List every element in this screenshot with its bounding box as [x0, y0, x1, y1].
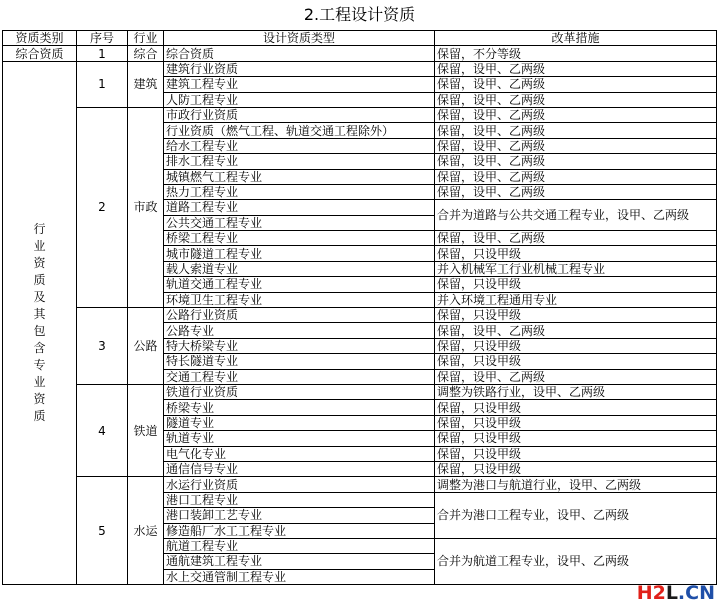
type-cell: 排水工程专业	[164, 154, 435, 169]
type-cell: 隧道专业	[164, 415, 435, 430]
type-cell: 给水工程专业	[164, 138, 435, 153]
type-cell: 电气化专业	[164, 446, 435, 461]
type-cell: 建筑行业资质	[164, 61, 435, 76]
type-cell: 铁道行业资质	[164, 384, 435, 399]
category-label: 行业资质及其包含专业资质	[33, 221, 46, 423]
seq-cell: 5	[77, 477, 128, 585]
type-cell: 通信信号专业	[164, 461, 435, 476]
type-cell: 桥梁专业	[164, 400, 435, 415]
measure-cell: 调整为铁路行业，设甲、乙两级	[435, 384, 717, 399]
measure-cell: 并入环境工程通用专业	[435, 292, 717, 307]
measure-cell: 保留，设甲、乙两级	[435, 184, 717, 199]
type-cell: 特大桥梁专业	[164, 338, 435, 353]
industry-cell: 市政	[128, 107, 164, 307]
type-cell: 热力工程专业	[164, 184, 435, 199]
type-cell: 行业资质（燃气工程、轨道交通工程除外）	[164, 123, 435, 138]
seq-cell: 2	[77, 107, 128, 307]
header-seq: 序号	[77, 31, 128, 46]
measure-cell: 并入机械军工行业机械工程专业	[435, 261, 717, 276]
document-title: 2.工程设计资质	[303, 5, 416, 24]
measure-cell: 合并为道路与公共交通工程专业，设甲、乙两级	[435, 200, 717, 231]
measure-cell: 保留，只设甲级	[435, 246, 717, 261]
type-cell: 市政行业资质	[164, 107, 435, 122]
header-measure: 改革措施	[435, 31, 717, 46]
table-row	[3, 107, 717, 122]
measure-cell: 保留，只设甲级	[435, 461, 717, 476]
measure-cell: 保留，只设甲级	[435, 308, 717, 323]
seq-cell: 4	[77, 384, 128, 476]
seq-cell: 1	[77, 46, 128, 61]
table-row	[3, 61, 717, 76]
measure-cell: 调整为港口与航道行业，设甲、乙两级	[435, 477, 717, 492]
measure-cell: 保留，设甲、乙两级	[435, 231, 717, 246]
seq-cell: 3	[77, 308, 128, 385]
type-cell: 公路专业	[164, 323, 435, 338]
industry-cell: 水运	[128, 477, 164, 585]
type-cell: 修造船厂水工工程专业	[164, 523, 435, 538]
type-cell: 公路行业资质	[164, 308, 435, 323]
measure-cell: 保留，设甲、乙两级	[435, 61, 717, 76]
measure-cell: 保留，设甲、乙两级	[435, 123, 717, 138]
table-row	[3, 308, 717, 323]
watermark-logo: H2L.CN	[636, 582, 715, 604]
seq-cell: 1	[77, 61, 128, 107]
type-cell: 道路工程专业	[164, 200, 435, 215]
table-row	[3, 384, 717, 399]
table-header-row	[3, 31, 717, 46]
type-cell: 桥梁工程专业	[164, 231, 435, 246]
measure-cell: 保留，只设甲级	[435, 277, 717, 292]
type-cell: 公共交通工程专业	[164, 215, 435, 230]
measure-cell: 保留，设甲、乙两级	[435, 138, 717, 153]
measure-cell: 保留，设甲、乙两级	[435, 154, 717, 169]
measure-cell: 合并为航道工程专业，设甲、乙两级	[435, 538, 717, 584]
table-row	[3, 46, 717, 61]
category-cell	[3, 61, 77, 584]
qualification-table	[2, 30, 717, 585]
measure-cell: 合并为港口工程专业，设甲、乙两级	[435, 492, 717, 538]
measure-cell: 保留，只设甲级	[435, 338, 717, 353]
type-cell: 载人索道专业	[164, 261, 435, 276]
type-cell: 轨道专业	[164, 431, 435, 446]
header-type: 设计资质类型	[164, 31, 435, 46]
measure-cell: 保留，设甲、乙两级	[435, 107, 717, 122]
measure-cell: 保留，设甲、乙两级	[435, 323, 717, 338]
industry-cell: 公路	[128, 308, 164, 385]
measure-cell: 保留，只设甲级	[435, 415, 717, 430]
measure-cell: 保留，设甲、乙两级	[435, 169, 717, 184]
measure-cell: 保留，设甲、乙两级	[435, 92, 717, 107]
header-industry: 行业	[128, 31, 164, 46]
measure-cell: 保留，只设甲级	[435, 446, 717, 461]
industry-cell: 综合	[128, 46, 164, 61]
type-cell: 综合资质	[164, 46, 435, 61]
type-cell: 特长隧道专业	[164, 354, 435, 369]
type-cell: 水运行业资质	[164, 477, 435, 492]
measure-cell: 保留，不分等级	[435, 46, 717, 61]
type-cell: 环境卫生工程专业	[164, 292, 435, 307]
table-row	[3, 477, 717, 492]
industry-cell: 建筑	[128, 61, 164, 107]
type-cell: 城市隧道工程专业	[164, 246, 435, 261]
type-cell: 建筑工程专业	[164, 77, 435, 92]
type-cell: 通航建筑工程专业	[164, 554, 435, 569]
measure-cell: 保留，设甲、乙两级	[435, 77, 717, 92]
measure-cell: 保留，只设甲级	[435, 400, 717, 415]
type-cell: 城镇燃气工程专业	[164, 169, 435, 184]
category-cell: 综合资质	[3, 46, 77, 61]
type-cell: 水上交通管制工程专业	[164, 569, 435, 584]
header-category: 资质类别	[3, 31, 77, 46]
measure-cell: 保留，设甲、乙两级	[435, 369, 717, 384]
type-cell: 轨道交通工程专业	[164, 277, 435, 292]
type-cell: 航道工程专业	[164, 538, 435, 553]
type-cell: 交通工程专业	[164, 369, 435, 384]
industry-cell: 铁道	[128, 384, 164, 476]
type-cell: 港口工程专业	[164, 492, 435, 507]
measure-cell: 保留，只设甲级	[435, 431, 717, 446]
type-cell: 港口装卸工艺专业	[164, 508, 435, 523]
measure-cell: 保留，只设甲级	[435, 354, 717, 369]
type-cell: 人防工程专业	[164, 92, 435, 107]
